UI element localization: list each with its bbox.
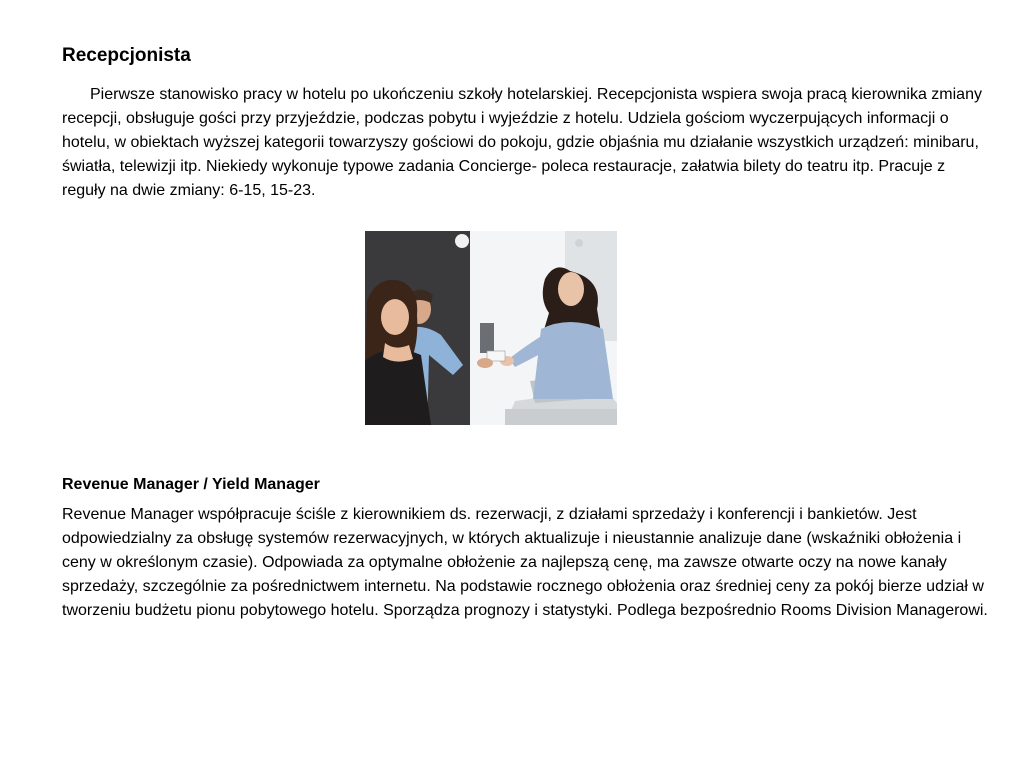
- revenue-manager-heading: Revenue Manager / Yield Manager: [62, 476, 320, 493]
- receptionist-heading: Recepcjonista: [62, 45, 191, 66]
- receptionist-description: Pierwsze stanowisko pracy w hotelu po ukończeniu szkoły hotelarskiej. Recepcjonista wspiera swoja pracą kierownika zmiany recepcji, obsługuje gości przy przyjeździe, podczas pobytu i wyjeździe z hotelu. Udziela gościom wyczerpujących informacji o hotelu, w obiektach wyższej kategorii towarzyszy gościowi do pokoju, gdzie objaśnia mu działanie wszystkich urządzeń: minibaru, światła, telewizji itp. Niekiedy wykonuje typowe zadania Concierge- poleca restauracje, załatwia bilety do teatru itp. Pracuje z reguły na dwie zmiany: 6-15, 15-23.: [62, 86, 982, 199]
- hotel-reception-photo: [365, 231, 617, 425]
- revenue-manager-description: Revenue Manager współpracuje ściśle z kierownikiem ds. rezerwacji, z działami sprzedaży i konferencji i bankietów. Jest odpowiedzialny za obsługę systemów rezerwacyjnych, w których aktualizuje i nieustannie analizuje dane (wskaźniki obłożenia i ceny w określonym czasie). Odpowiada za optymalne obłożenie za najlepszą cenę, ma zawsze otwarte oczy na nowe kanały sprzedaży, szczególnie za pośrednictwem internetu. Na podstawie rocznego obłożenia oraz średniej ceny za pokój bierze udział w tworzeniu budżetu pionu pobytowego hotelu. Sporządza prognozy i statystyki. Podlega bezpośrednio Rooms Division Managerowi.: [62, 506, 988, 619]
